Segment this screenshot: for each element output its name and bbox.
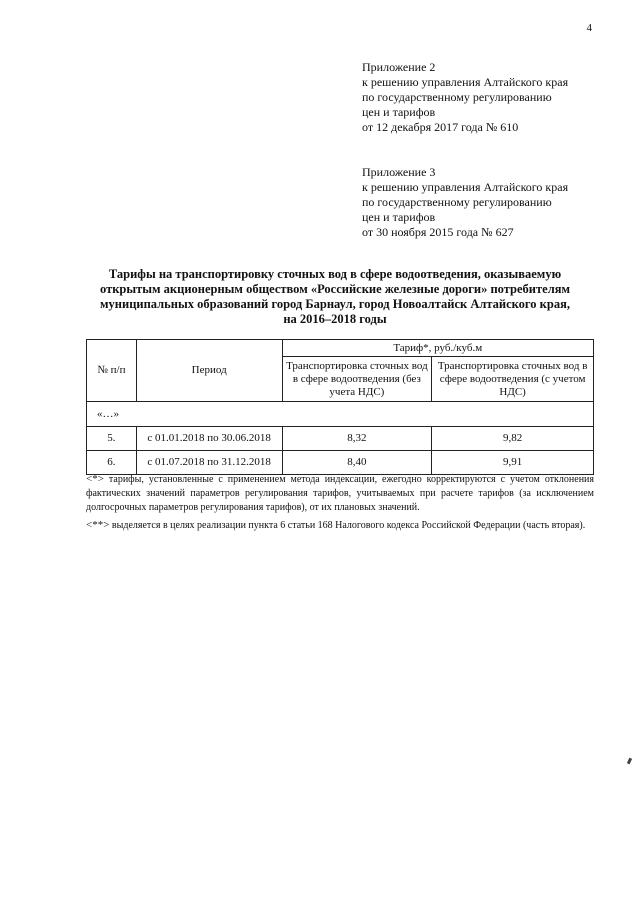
row-tariff-no-vat: 8,40 — [282, 451, 432, 475]
scan-artifact — [627, 758, 632, 765]
appendix-line: цен и тарифов — [362, 210, 436, 224]
row-period: с 01.01.2018 по 30.06.2018 — [136, 427, 282, 451]
header-period: Период — [136, 340, 282, 402]
row-period: с 01.07.2018 по 31.12.2018 — [136, 451, 282, 475]
appendix-line: Приложение 2 — [362, 60, 436, 74]
appendix-line: к решению управления Алтайского края — [362, 75, 569, 89]
header-tariff-no-vat: Транспортировка сточных вод в сфере водоотведения (без учета НДС) — [282, 357, 432, 402]
appendix-line: от 12 декабря 2017 года № 610 — [362, 120, 519, 134]
row-number: 5. — [87, 427, 137, 451]
row-tariff-with-vat: 9,82 — [432, 427, 594, 451]
title-line: муниципальных образований город Барнаул, город Новоалтайск Алтайского края, — [100, 297, 570, 311]
appendix-line: к решению управления Алтайского края — [362, 180, 569, 194]
title-line: Тарифы на транспортировку сточных вод в сфере водоотведения, оказываемую — [108, 267, 562, 281]
footnote-2-text: выделяется в целях реализации пункта 6 статьи 168 Налогового кодекса Российской Федерации (часть вторая). — [109, 520, 586, 531]
header-tariff: Тариф*, руб./куб.м — [282, 340, 594, 357]
title-line: на 2016–2018 годы — [283, 312, 387, 326]
footnote-1-mark: <*> — [86, 473, 104, 485]
row-tariff-no-vat: 8,32 — [282, 427, 432, 451]
row-number: 6. — [87, 451, 137, 475]
page-number: 4 — [586, 22, 592, 34]
appendix-line: от 30 ноября 2015 года № 627 — [362, 225, 514, 239]
document-title — [70, 267, 600, 327]
header-number: № п/п — [87, 340, 137, 402]
appendix-3-block — [362, 165, 602, 240]
footnote-1 — [86, 472, 594, 515]
table-row — [87, 451, 594, 475]
title-line: открытым акционерным обществом «Российские железные дороги» потребителям — [99, 282, 570, 296]
appendix-line: по государственному регулированию — [362, 195, 552, 209]
footnotes — [86, 472, 594, 536]
footnote-1-text: тарифы, установленные с применением метода индексации, ежегодно корректируются с учетом отклонения фактических значений параметров регулирования тарифов, учитываемых при расчете тарифов (за исключением долгосрочных параметров регулирования тарифов), от их плановых значений. — [86, 474, 594, 513]
appendix-line: цен и тарифов — [362, 105, 436, 119]
header-tariff-with-vat: Транспортировка сточных вод в сфере водоотведения (с учетом НДС) — [432, 357, 594, 402]
appendix-line: по государственному регулированию — [362, 90, 552, 104]
omitted-rows-ellipsis: «…» — [87, 402, 594, 427]
appendix-2-block — [362, 60, 602, 135]
footnote-2 — [86, 518, 594, 533]
tariff-table — [86, 339, 594, 475]
table-row — [87, 427, 594, 451]
footnote-2-mark: <**> — [86, 519, 110, 531]
row-tariff-with-vat: 9,91 — [432, 451, 594, 475]
appendix-line: Приложение 3 — [362, 165, 436, 179]
